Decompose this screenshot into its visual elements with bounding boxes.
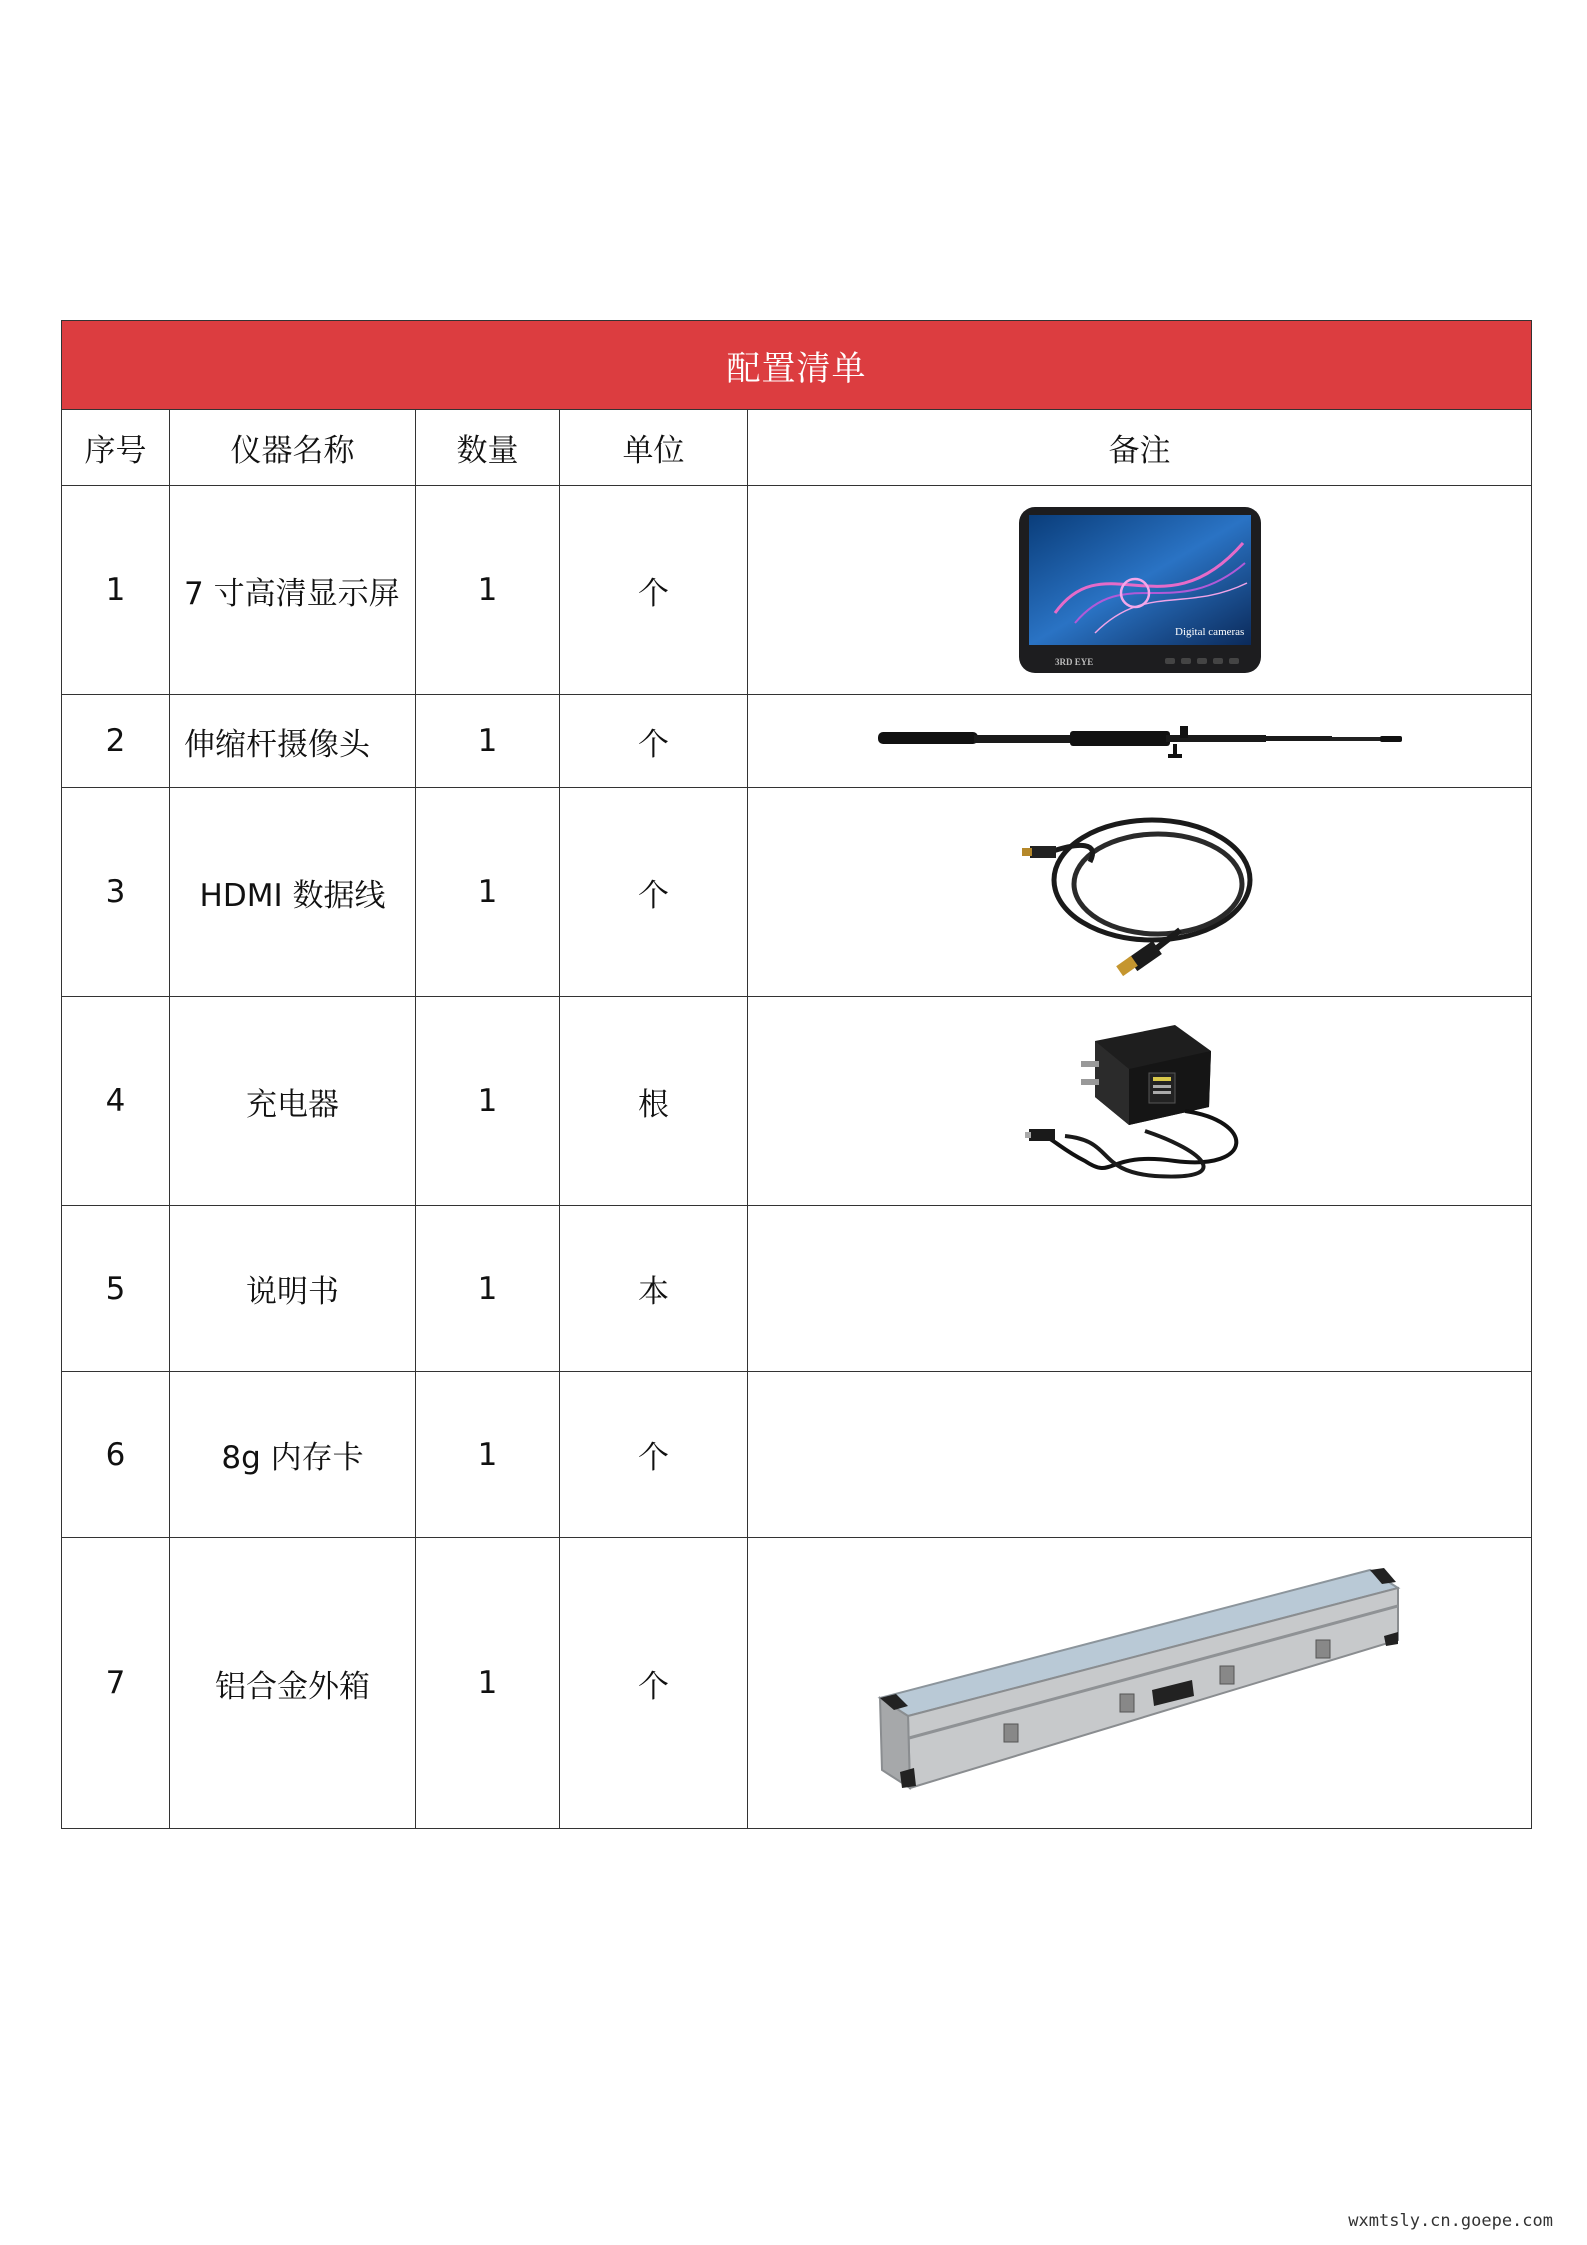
row-no: 7	[62, 1538, 170, 1829]
row-name: 充电器	[170, 997, 416, 1206]
row-unit: 本	[560, 1206, 748, 1372]
row-unit: 个	[560, 788, 748, 997]
row-name: 7 寸高清显示屏	[170, 486, 416, 695]
row-note	[748, 1538, 1532, 1829]
row-qty: 1	[416, 788, 560, 997]
table-row	[62, 788, 1532, 997]
row-unit: 个	[560, 1372, 748, 1538]
row-note	[748, 1206, 1532, 1372]
row-qty: 1	[416, 486, 560, 695]
row-qty: 1	[416, 1372, 560, 1538]
config-list-sheet	[61, 320, 1531, 1829]
row-note	[748, 997, 1532, 1206]
config-table	[61, 320, 1532, 1829]
row-unit: 个	[560, 695, 748, 788]
table-row	[62, 997, 1532, 1206]
row-qty: 1	[416, 1538, 560, 1829]
row-no: 3	[62, 788, 170, 997]
row-qty: 1	[416, 695, 560, 788]
table-row	[62, 695, 1532, 788]
row-name: 铝合金外箱	[170, 1538, 416, 1829]
row-note	[748, 1372, 1532, 1538]
row-unit: 个	[560, 486, 748, 695]
row-name: 伸缩杆摄像头	[170, 695, 416, 788]
row-name: 说明书	[170, 1206, 416, 1372]
table-title-row	[62, 321, 1532, 410]
table-row	[62, 1538, 1532, 1829]
header-unit: 单位	[560, 410, 748, 486]
row-name: 8g 内存卡	[170, 1372, 416, 1538]
row-no: 4	[62, 997, 170, 1206]
row-no: 1	[62, 486, 170, 695]
row-no: 5	[62, 1206, 170, 1372]
header-qty: 数量	[416, 410, 560, 486]
row-qty: 1	[416, 1206, 560, 1372]
row-no: 2	[62, 695, 170, 788]
hdmi-cable-image	[1020, 802, 1260, 982]
table-title: 配置清单	[62, 321, 1532, 410]
charger-image	[1025, 1011, 1255, 1191]
aluminum-case-image	[870, 1548, 1410, 1818]
header-name: 仪器名称	[170, 410, 416, 486]
row-note	[748, 788, 1532, 997]
table-row	[62, 486, 1532, 695]
footer-watermark: wxmtsly.cn.goepe.com	[1348, 2211, 1553, 2231]
table-header-row	[62, 410, 1532, 486]
row-note	[748, 486, 1532, 695]
row-no: 6	[62, 1372, 170, 1538]
row-qty: 1	[416, 997, 560, 1206]
telescopic-pole-image	[870, 716, 1410, 766]
row-unit: 根	[560, 997, 748, 1206]
row-unit: 个	[560, 1538, 748, 1829]
row-note	[748, 695, 1532, 788]
header-note: 备注	[748, 410, 1532, 486]
table-row	[62, 1206, 1532, 1372]
monitor-brand-label: 3RD EYE	[1054, 656, 1093, 667]
header-no: 序号	[62, 410, 170, 486]
monitor-image	[1015, 503, 1265, 678]
row-name: HDMI 数据线	[170, 788, 416, 997]
monitor-screen-text: Digital cameras	[1174, 625, 1244, 638]
table-row	[62, 1372, 1532, 1538]
